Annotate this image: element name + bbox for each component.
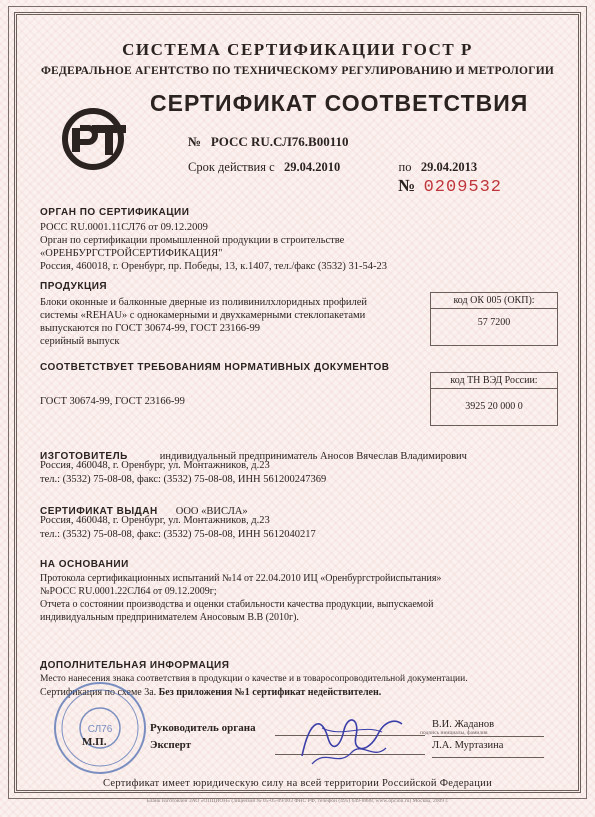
serial-number (398, 176, 502, 197)
round-seal-stamp (52, 680, 148, 776)
certification-system-title: СИСТЕМА СЕРТИФИКАЦИИ ГОСТ Р (122, 40, 473, 59)
svg-text:СЛ76: СЛ76 (87, 724, 113, 735)
validity-period (188, 160, 477, 175)
printer-info: Бланк изготовлен ЗАО «ОПЦИОН» (лицензия № 05-05-09/003 ФНС РФ, телефон (495) 649-8888, www.opcion.ru) Москва, 2009 г. (146, 798, 449, 804)
issued-line: Россия, 460048, г. Оренбург, ул. Монтажников, д.23 (40, 515, 270, 526)
validity-label: Срок действия с (188, 160, 275, 174)
additional-heading: ДОПОЛНИТЕЛЬНАЯ ИНФОРМАЦИЯ (40, 660, 230, 671)
scheme-text: Сертификация по схеме 3а. (40, 687, 157, 698)
conformity-heading: СООТВЕТСТВУЕТ ТРЕБОВАНИЯМ НОРМАТИВНЫХ ДОКУМЕНТОВ (40, 362, 390, 373)
valid-to: 29.04.2013 (420, 160, 478, 174)
valid-from: 29.04.2010 (284, 160, 341, 174)
mp-label: М.П. (82, 736, 107, 748)
organ-line: Орган по сертификации промышленной продукции в строительстве (40, 235, 345, 246)
manufacturer-line: Россия, 460048, г. Оренбург, ул. Монтажников, д.23 (40, 460, 270, 471)
tnved-code-box (430, 372, 558, 426)
tnved-code-label: код ТН ВЭД России: (431, 373, 557, 389)
valid-to-label: по (398, 160, 412, 174)
organ-line: Россия, 460018, г. Оренбург, пр. Победы, 13, к.1407, тел./факс (3532) 31-54-23 (40, 261, 387, 272)
serial-label: № (398, 176, 416, 195)
certificate-title: СЕРТИФИКАТ СООТВЕТСТВИЯ (150, 90, 529, 116)
certificate-number (188, 134, 348, 150)
additional-line: Место нанесения знака соответствия в продукции о качестве и в товаросопроводительной документации. (40, 674, 468, 684)
basis-line: Отчета о состоянии производства и оценки стабильности качества продукции, выпускаемой (40, 599, 434, 610)
tnved-code-value: 3925 20 000 0 (465, 401, 523, 412)
okp-code-label: код ОК 005 (ОКП): (431, 293, 557, 309)
issued-line: тел.: (3532) 75-08-08, факс: (3532) 75-08-08, ИНН 5612040217 (40, 529, 316, 540)
legal-validity-note: Сертификат имеет юридическую силу на всей территории Российской Федерации (102, 778, 492, 789)
expert-label: Эксперт (150, 739, 192, 751)
product-line: системы «REHAU» с однокамерными и двухкамерными стеклопакетами (40, 310, 366, 321)
attachment-note: Без приложения №1 сертификат недействителен. (158, 687, 382, 698)
head-name-line (432, 736, 544, 737)
head-name: В.И. Жаданов (432, 719, 495, 730)
head-label: Руководитель органа (150, 722, 256, 734)
basis-line: индивидуальным предпринимателем Аносовым В.В (2010г). (40, 612, 299, 623)
basis-line: Протокола сертификационных испытаний №14 от 22.04.2010 ИЦ «Оренбургстройиспытания» (40, 573, 442, 584)
expert-name-line (432, 757, 544, 758)
rst-mark-icon (62, 108, 128, 170)
basis-heading: НА ОСНОВАНИИ (40, 559, 129, 570)
product-line: выпускаются по ГОСТ 30674-99, ГОСТ 23166-99 (40, 323, 261, 334)
agency-name: ФЕДЕРАЛЬНОЕ АГЕНТСТВО ПО ТЕХНИЧЕСКОМУ РЕГУЛИРОВАНИЮ И МЕТРОЛОГИИ (40, 65, 555, 77)
signature-caption: подпись инициалы, фамилия (420, 730, 488, 736)
product-line: серийный выпуск (40, 336, 120, 347)
manufacturer-heading: ИЗГОТОВИТЕЛЬ (40, 451, 128, 462)
organ-heading: ОРГАН ПО СЕРТИФИКАЦИИ (40, 207, 190, 218)
expert-name: Л.А. Муртазина (432, 740, 504, 751)
issued-name: ООО «ВИСЛА» (175, 506, 248, 517)
product-heading: ПРОДУКЦИЯ (40, 281, 108, 292)
basis-line: №РОСС RU.0001.22СЛ64 от 09.12.2009г; (40, 586, 217, 597)
okp-code-value: 57 7200 (477, 317, 511, 328)
product-line: Блоки оконные и балконные дверные из поливинилхлоридных профилей (40, 297, 368, 308)
conformity-text: ГОСТ 30674-99, ГОСТ 23166-99 (40, 396, 185, 407)
number-label: № (188, 134, 202, 149)
serial-value: 0209532 (423, 178, 503, 197)
handwritten-signature (282, 708, 412, 774)
okp-code-box (430, 292, 558, 346)
number-value: РОСС RU.СЛ76.В00110 (210, 134, 349, 149)
issued-heading: СЕРТИФИКАТ ВЫДАН (40, 506, 158, 517)
manufacturer-line: тел.: (3532) 75-08-08, факс: (3532) 75-08-08, ИНН 561200247369 (40, 474, 327, 485)
manufacturer-name: индивидуальный предприниматель Аносов Вячеслав Владимирович (159, 451, 467, 462)
organ-line: РОСС RU.0001.11СЛ76 от 09.12.2009 (40, 222, 208, 233)
organ-line: «ОРЕНБУРГСТРОЙСЕРТИФИКАЦИЯ" (40, 248, 223, 259)
